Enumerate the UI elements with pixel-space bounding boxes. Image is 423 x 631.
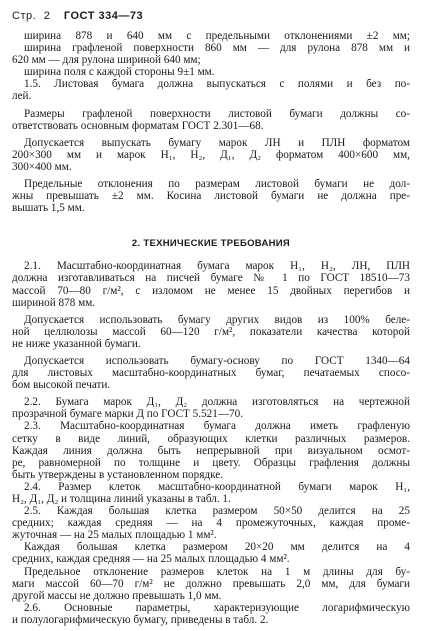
- paragraph-line: 1.5. Листовая бумага должна выпускаться с полями и без по-: [24, 78, 410, 91]
- paragraph-line: 2.4. Размер клеток масштабно-координатной бумаги марок Н₁,: [24, 480, 410, 493]
- page-number: 2: [43, 10, 51, 22]
- paragraph-line: для листовых масштабно-координатных бумаг, печатаемых спосо-: [12, 367, 410, 380]
- paragraph-line: жны превышать ±2 мм. Косина листовой бумаги не должна пре-: [12, 190, 410, 203]
- paragraph-line: и полулогарифмическую бумагу, приведены в табл. 2.: [12, 613, 269, 626]
- paragraph-line: Размеры графленой поверхности листовой бумаги должны со-: [24, 107, 410, 120]
- paragraph-line: Предельные отклонения по размерам листовой бумаги не дол-: [24, 178, 410, 191]
- paragraph-line: 620 мм — для рулона шириной 640 мм;: [12, 54, 201, 67]
- standard-code: ГОСТ 334—73: [63, 10, 144, 22]
- paragraph-line: Допускается использовать бумагу других видов из 100% беле-: [24, 313, 410, 326]
- paragraph-line: другой массы не должно превышать 1,0 мм.: [12, 589, 222, 602]
- paragraph-line: маги массой 60—70 г/м² не должно превышать 2,0 мм, для бумаги: [12, 577, 410, 590]
- paragraph-line: не ниже указанной бумаги.: [12, 337, 141, 350]
- paragraph-line: ширина поля с каждой стороны 9±1 мм.: [24, 66, 215, 79]
- paragraph-line: средних, каждая средняя — на 25 малых площадью 4 мм².: [12, 553, 290, 566]
- section-title: 2. ТЕХНИЧЕСКИЕ ТРЕБОВАНИЯ: [131, 238, 291, 250]
- paragraph-line: 300×400 мм.: [12, 160, 72, 173]
- paragraph-line: должна изготавливаться на писчей бумаге № 1 по ГОСТ 18510—73: [12, 272, 410, 285]
- paragraph-line: ширина графленой поверхности 860 мм — для рулона 878 мм и: [24, 42, 410, 55]
- paragraph-line: ной целлюлозы массой 60—120 г/м², показатели качества которой: [12, 325, 410, 338]
- paragraph-line: прозрачной бумаге марки Д по ГОСТ 5.521—70.: [12, 408, 244, 421]
- paragraph-line: 2.3. Масштабно-координатная бумага должна иметь графленую: [24, 420, 410, 433]
- paragraph-line: жуточная — на 25 малых площадью 1 мм².: [12, 529, 217, 542]
- paragraph-line: Предельное отклонение размеров клеток на 1 м длины для бу-: [24, 565, 410, 578]
- paragraph-line: Допускается использовать бумагу-основу по ГОСТ 1340—64: [24, 354, 410, 367]
- paragraph-line: 2.1. Масштабно-координатная бумага марок Н₁, Н₂, ЛН, ПЛН: [24, 260, 410, 273]
- paragraph-line: сетку в виде линий, образующих клетки различных размеров.: [12, 432, 410, 445]
- paragraph-line: Каждая линия должна быть непрерывной при визуальном осмот-: [12, 444, 410, 457]
- paragraph-line: массой 70—80 г/м², с изломом не менее 15 двойных перегибов и: [12, 284, 410, 297]
- paragraph-line: 2.2. Бумага марок Д₁, Д₂ должна изготовляться на чертежной: [24, 396, 410, 409]
- paragraph-line: ре, равномерной по толщине и цвету. Образцы графления должны: [12, 456, 410, 469]
- document-body: [12, 30, 410, 626]
- paragraph-line: 200×300 мм и марок Н₁, Н₂, Д₁, Д₂ форматом 400×600 мм,: [12, 148, 410, 161]
- paragraph-line: 2.6. Основные параметры, характеризующие логарифмическую: [24, 601, 410, 614]
- paragraph-line: 2.5. Каждая большая клетка размером 50×50 делится на 25: [24, 505, 410, 518]
- paragraph-line: лей.: [12, 90, 32, 103]
- paragraph-line: ответствовать основным форматам ГОСТ 2.301—68.: [12, 119, 264, 132]
- paragraph-line: бом высокой печати.: [12, 379, 111, 392]
- paragraph-line: средних; каждая средняя — на 4 промежуточных, каждая проме-: [12, 517, 410, 530]
- paragraph-line: вышать 1,5 мм.: [12, 202, 85, 215]
- paragraph-line: быть утверждены в установленном порядке.: [12, 468, 223, 481]
- paragraph-line: Каждая большая клетка размером 20×20 мм делится на 4: [24, 541, 410, 554]
- page-header: [12, 10, 143, 22]
- paragraph-line: ширина 878 и 640 мм с предельными отклонениями ±2 мм;: [24, 30, 410, 42]
- paragraph-line: Н₂, Д₁, Д₂ и толщина линий указаны в табл. 1.: [12, 493, 231, 505]
- page-label: Стр.: [12, 10, 37, 22]
- paragraph-line: Допускается выпускать бумагу марок ЛН и ПЛН форматом: [24, 136, 410, 149]
- paragraph-line: шириной 878 мм.: [12, 296, 96, 309]
